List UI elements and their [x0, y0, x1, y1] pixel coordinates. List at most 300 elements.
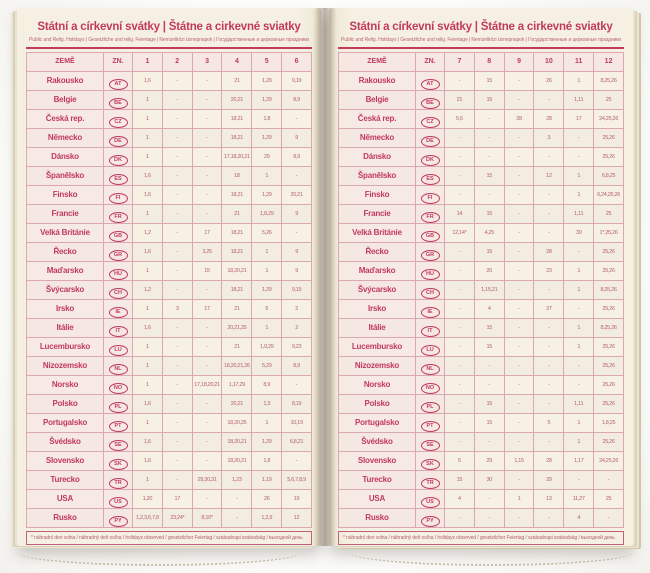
- holiday-dates-cell: 23,24*: [162, 508, 192, 527]
- holiday-dates-cell: 9: [282, 261, 312, 280]
- holiday-dates-cell: -: [564, 470, 594, 489]
- holiday-dates-cell: 1,20: [133, 489, 163, 508]
- holiday-dates-cell: 1,15: [504, 451, 534, 470]
- holiday-dates-cell: 28: [534, 242, 564, 261]
- holiday-dates-cell: 1,17: [564, 451, 594, 470]
- table-row: [339, 451, 624, 470]
- country-name: Irsko: [339, 299, 416, 318]
- table-row: [27, 356, 312, 375]
- holiday-dates-cell: 1,19: [252, 470, 282, 489]
- holiday-dates-cell: -: [162, 413, 192, 432]
- table-row: [27, 109, 312, 128]
- table-row: [27, 508, 312, 527]
- holiday-dates-cell: -: [504, 280, 534, 299]
- column-header-month-5: 5: [252, 53, 282, 72]
- holiday-dates-cell: 15: [474, 71, 504, 90]
- holiday-dates-cell: 1,6: [133, 394, 163, 413]
- holiday-dates-cell: -: [594, 470, 624, 489]
- holiday-dates-cell: 9: [282, 242, 312, 261]
- holiday-dates-cell: 1: [564, 318, 594, 337]
- holiday-dates-cell: -: [474, 356, 504, 375]
- holiday-dates-cell: 1: [564, 261, 594, 280]
- holiday-dates-cell: -: [504, 261, 534, 280]
- holiday-dates-cell: -: [192, 109, 222, 128]
- country-code-cell: [104, 185, 133, 204]
- country-code-badge: GB: [109, 231, 128, 242]
- holiday-dates-cell: 17: [564, 109, 594, 128]
- holiday-dates-cell: 1: [133, 90, 163, 109]
- holiday-dates-cell: 29: [474, 451, 504, 470]
- holiday-dates-cell: -: [504, 470, 534, 489]
- holiday-dates-cell: 20,21: [222, 90, 252, 109]
- country-name: Rakousko: [339, 71, 416, 90]
- holiday-dates-cell: 9: [282, 204, 312, 223]
- holiday-dates-cell: -: [504, 128, 534, 147]
- table-row: [339, 337, 624, 356]
- holiday-dates-cell: 18,21: [222, 185, 252, 204]
- holiday-dates-cell: 1,6: [133, 71, 163, 90]
- table-row: [27, 185, 312, 204]
- holiday-dates-cell: 5: [445, 451, 475, 470]
- country-code-badge: FI: [109, 193, 128, 204]
- holiday-dates-cell: 1,2,3,6,7,8: [133, 508, 163, 527]
- holiday-dates-cell: 18,20,21: [222, 432, 252, 451]
- holiday-dates-cell: -: [192, 432, 222, 451]
- holiday-dates-cell: 25,26: [594, 356, 624, 375]
- holiday-dates-cell: -: [504, 166, 534, 185]
- country-name: Velká Británie: [27, 223, 104, 242]
- table-row: [339, 166, 624, 185]
- holiday-dates-cell: 28: [534, 109, 564, 128]
- holiday-dates-cell: -: [504, 375, 534, 394]
- holiday-dates-cell: -: [192, 337, 222, 356]
- holiday-dates-cell: 26: [534, 71, 564, 90]
- country-name: USA: [339, 489, 416, 508]
- table-row: [27, 299, 312, 318]
- holiday-dates-cell: -: [474, 432, 504, 451]
- holiday-dates-cell: 25,26: [594, 432, 624, 451]
- holiday-dates-cell: -: [445, 299, 475, 318]
- holiday-dates-cell: -: [504, 299, 534, 318]
- holiday-dates-cell: 1,6: [133, 166, 163, 185]
- country-code-cell: [104, 375, 133, 394]
- holiday-dates-cell: 4: [474, 299, 504, 318]
- country-code-badge: DK: [109, 155, 128, 166]
- holiday-dates-cell: -: [594, 508, 624, 527]
- holiday-dates-cell: 1: [564, 166, 594, 185]
- holiday-dates-cell: 1: [252, 242, 282, 261]
- country-code-badge: AT: [109, 79, 128, 90]
- column-header-month-9: 9: [504, 53, 534, 72]
- country-code-cell: [416, 71, 445, 90]
- country-code-badge: SE: [109, 440, 128, 451]
- country-code-badge: PY: [109, 516, 128, 527]
- holiday-dates-cell: 21: [222, 337, 252, 356]
- holiday-dates-cell: 15: [474, 204, 504, 223]
- holiday-dates-cell: 3,25: [192, 242, 222, 261]
- holiday-dates-cell: -: [192, 451, 222, 470]
- table-row: [27, 470, 312, 489]
- holiday-dates-cell: -: [445, 185, 475, 204]
- holiday-dates-cell: -: [162, 109, 192, 128]
- holiday-dates-cell: 21: [222, 299, 252, 318]
- holiday-dates-cell: -: [162, 71, 192, 90]
- country-name: Turecko: [27, 470, 104, 489]
- book-spine: [313, 8, 337, 546]
- holiday-dates-cell: 1: [133, 413, 163, 432]
- table-row: [339, 413, 624, 432]
- table-row: [27, 242, 312, 261]
- country-code-cell: [416, 223, 445, 242]
- holiday-dates-cell: 1: [564, 71, 594, 90]
- country-code-badge: PL: [109, 402, 128, 413]
- holiday-dates-cell: -: [162, 261, 192, 280]
- holiday-dates-cell: 8,9: [282, 356, 312, 375]
- country-name: Španělsko: [27, 166, 104, 185]
- table-row: [27, 166, 312, 185]
- country-name: Lucembursko: [27, 337, 104, 356]
- holiday-dates-cell: -: [192, 413, 222, 432]
- holiday-dates-cell: -: [534, 204, 564, 223]
- holiday-dates-cell: 25: [594, 489, 624, 508]
- table-row: [27, 394, 312, 413]
- holiday-dates-cell: -: [282, 223, 312, 242]
- holiday-dates-cell: -: [282, 451, 312, 470]
- holiday-dates-cell: 5,26: [252, 223, 282, 242]
- holiday-dates-cell: -: [474, 375, 504, 394]
- column-header-country: ZEMĚ: [27, 53, 104, 72]
- table-row: [27, 280, 312, 299]
- country-name: Polsko: [27, 394, 104, 413]
- holiday-dates-cell: 1,29: [252, 128, 282, 147]
- country-code-cell: [416, 128, 445, 147]
- holiday-dates-cell: 19: [282, 489, 312, 508]
- country-code-cell: [104, 413, 133, 432]
- country-name: Švédsko: [339, 432, 416, 451]
- holiday-dates-cell: -: [162, 375, 192, 394]
- country-name: Slovensko: [339, 451, 416, 470]
- holiday-dates-cell: -: [162, 242, 192, 261]
- holiday-dates-cell: 1: [252, 261, 282, 280]
- country-name: Nizozemsko: [27, 356, 104, 375]
- holiday-dates-cell: -: [192, 128, 222, 147]
- holiday-dates-cell: -: [192, 90, 222, 109]
- country-code-badge: PL: [421, 402, 440, 413]
- holiday-dates-cell: 28: [504, 109, 534, 128]
- country-code-cell: [416, 185, 445, 204]
- holiday-dates-cell: -: [162, 356, 192, 375]
- holiday-dates-cell: -: [504, 71, 534, 90]
- holiday-dates-cell: 26: [252, 489, 282, 508]
- title-rule: [26, 47, 312, 49]
- holiday-dates-cell: 17: [192, 299, 222, 318]
- holiday-dates-cell: 25,26: [594, 337, 624, 356]
- holiday-dates-cell: 2: [282, 299, 312, 318]
- holiday-dates-cell: -: [534, 90, 564, 109]
- holiday-dates-cell: -: [192, 204, 222, 223]
- holiday-dates-cell: -: [162, 394, 192, 413]
- holiday-dates-cell: 28: [534, 451, 564, 470]
- country-name: Lucembursko: [339, 337, 416, 356]
- country-name: Itálie: [27, 318, 104, 337]
- column-header-country: ZEMĚ: [339, 53, 416, 72]
- holiday-dates-cell: 1,11: [564, 204, 594, 223]
- table-row: [27, 90, 312, 109]
- page-subtitle: Public and Relig. Holidays | Gesetzliche und relig. Feiertage | Nemzetközi ünnepnapok | Государственные и церковные праздники: [341, 37, 621, 43]
- column-header-code: ZN.: [104, 53, 133, 72]
- holiday-dates-cell: 10,19: [282, 413, 312, 432]
- country-name: Švýcarsko: [339, 280, 416, 299]
- holiday-dates-cell: 1,29: [252, 432, 282, 451]
- country-code-cell: [416, 90, 445, 109]
- holiday-dates-cell: -: [192, 71, 222, 90]
- holiday-dates-cell: 4,25: [474, 223, 504, 242]
- holiday-dates-cell: 18,21: [222, 109, 252, 128]
- holiday-dates-cell: 18,21: [222, 280, 252, 299]
- holiday-dates-cell: 17,18,20,21: [222, 147, 252, 166]
- right-page: [329, 8, 633, 546]
- country-name: USA: [27, 489, 104, 508]
- holiday-dates-cell: -: [564, 147, 594, 166]
- holiday-dates-cell: -: [192, 166, 222, 185]
- country-code-cell: [104, 166, 133, 185]
- holiday-dates-cell: -: [445, 242, 475, 261]
- holiday-dates-cell: 18,21: [222, 128, 252, 147]
- holiday-dates-cell: 1,17,29: [222, 375, 252, 394]
- holiday-dates-cell: -: [162, 318, 192, 337]
- holiday-dates-cell: 18,21: [222, 242, 252, 261]
- country-code-cell: [416, 470, 445, 489]
- table-row: [27, 489, 312, 508]
- table-row: [339, 470, 624, 489]
- country-code-badge: PT: [421, 421, 440, 432]
- holiday-dates-cell: 12: [534, 166, 564, 185]
- country-name: Norsko: [27, 375, 104, 394]
- country-name: Velká Británie: [339, 223, 416, 242]
- holiday-dates-cell: 1: [133, 299, 163, 318]
- holiday-dates-cell: -: [445, 413, 475, 432]
- holiday-dates-cell: 17,18,20,21: [192, 375, 222, 394]
- table-row: [339, 394, 624, 413]
- holiday-dates-cell: 15: [474, 318, 504, 337]
- holiday-dates-cell: 1,8: [252, 451, 282, 470]
- table-row: [339, 204, 624, 223]
- holiday-dates-cell: 8,19: [282, 394, 312, 413]
- country-code-badge: CH: [421, 288, 440, 299]
- holiday-dates-cell: 6,24,25,26: [594, 185, 624, 204]
- holiday-dates-cell: -: [534, 318, 564, 337]
- holiday-dates-cell: 1,6: [133, 318, 163, 337]
- holiday-dates-cell: 1,3: [252, 394, 282, 413]
- holiday-dates-cell: 15: [474, 394, 504, 413]
- holiday-dates-cell: 1: [564, 413, 594, 432]
- holiday-dates-cell: 1: [133, 356, 163, 375]
- holidays-table-months-7-12: [338, 52, 624, 528]
- holiday-dates-cell: 2: [282, 318, 312, 337]
- holiday-dates-cell: -: [474, 489, 504, 508]
- country-code-badge: PY: [421, 516, 440, 527]
- country-code-badge: DE: [109, 136, 128, 147]
- holiday-dates-cell: -: [162, 432, 192, 451]
- country-code-badge: SK: [421, 459, 440, 470]
- holiday-dates-cell: -: [474, 128, 504, 147]
- holiday-dates-cell: 13: [534, 489, 564, 508]
- holiday-dates-cell: 1,11: [564, 90, 594, 109]
- country-code-badge: NL: [421, 364, 440, 375]
- country-code-cell: [104, 318, 133, 337]
- holiday-dates-cell: 5: [252, 299, 282, 318]
- holiday-dates-cell: 1: [133, 109, 163, 128]
- title-rule: [338, 47, 624, 49]
- holiday-dates-cell: 20: [474, 261, 504, 280]
- holiday-dates-cell: 9: [282, 128, 312, 147]
- holiday-dates-cell: -: [534, 432, 564, 451]
- table-row: [27, 413, 312, 432]
- country-name: Slovensko: [27, 451, 104, 470]
- country-name: Nizozemsko: [339, 356, 416, 375]
- country-name: Francie: [339, 204, 416, 223]
- holiday-dates-cell: -: [534, 337, 564, 356]
- country-name: Francie: [27, 204, 104, 223]
- country-code-badge: PT: [109, 421, 128, 432]
- table-row: [339, 356, 624, 375]
- holiday-dates-cell: -: [504, 413, 534, 432]
- holiday-dates-cell: 21: [445, 90, 475, 109]
- holiday-dates-cell: -: [504, 223, 534, 242]
- country-code-cell: [416, 413, 445, 432]
- holiday-dates-cell: 1,6: [133, 242, 163, 261]
- holiday-dates-cell: 4: [445, 489, 475, 508]
- table-header-row: [27, 53, 312, 72]
- country-code-badge: BE: [421, 98, 440, 109]
- country-code-cell: [416, 432, 445, 451]
- holiday-dates-cell: 5,6,7,8,9: [282, 470, 312, 489]
- table-row: [339, 508, 624, 527]
- holiday-dates-cell: 30: [564, 223, 594, 242]
- country-code-badge: LU: [109, 345, 128, 356]
- country-code-cell: [416, 280, 445, 299]
- holiday-dates-cell: 1,2,9: [252, 508, 282, 527]
- holiday-dates-cell: 24,25,26: [594, 109, 624, 128]
- holiday-dates-cell: 20,21: [282, 185, 312, 204]
- holiday-dates-cell: 29: [252, 147, 282, 166]
- table-row: [339, 299, 624, 318]
- holiday-dates-cell: -: [282, 109, 312, 128]
- holiday-dates-cell: -: [504, 90, 534, 109]
- holiday-dates-cell: -: [162, 185, 192, 204]
- holiday-dates-cell: 1: [504, 489, 534, 508]
- holiday-dates-cell: -: [192, 318, 222, 337]
- holiday-dates-cell: 1: [564, 432, 594, 451]
- holiday-dates-cell: 1,15,21: [474, 280, 504, 299]
- holiday-dates-cell: -: [162, 147, 192, 166]
- holiday-dates-cell: -: [162, 223, 192, 242]
- country-code-cell: [104, 204, 133, 223]
- table-row: [339, 109, 624, 128]
- country-code-cell: [416, 318, 445, 337]
- page-subtitle: Public and Relig. Holidays | Gesetzliche und relig. Feiertage | Nemzetközi ünnepnapok | Государственные и церковные праздники: [29, 37, 309, 43]
- country-name: Řecko: [339, 242, 416, 261]
- holiday-dates-cell: 27: [534, 299, 564, 318]
- table-row: [339, 223, 624, 242]
- country-code-cell: [104, 109, 133, 128]
- country-code-badge: DE: [421, 136, 440, 147]
- table-row: [27, 451, 312, 470]
- holiday-dates-cell: 1,6: [133, 185, 163, 204]
- holiday-dates-cell: -: [282, 166, 312, 185]
- country-code-cell: [416, 337, 445, 356]
- holiday-dates-cell: 1*,25,26: [594, 223, 624, 242]
- country-name: Švédsko: [27, 432, 104, 451]
- holiday-dates-cell: 1,8,29: [252, 204, 282, 223]
- holiday-dates-cell: 3: [534, 128, 564, 147]
- country-code-cell: [416, 489, 445, 508]
- holiday-dates-cell: -: [534, 394, 564, 413]
- country-code-badge: IT: [421, 326, 440, 337]
- country-code-badge: FI: [421, 193, 440, 204]
- holiday-dates-cell: 1: [133, 204, 163, 223]
- footnote: * náhradní den volna / náhradný deň voľna / holidays observed / gesetzlicher Feiertag / szabadnapi szabadság / выходной день: [26, 531, 312, 545]
- holiday-dates-cell: -: [445, 337, 475, 356]
- holiday-dates-cell: 1: [252, 166, 282, 185]
- holiday-dates-cell: -: [534, 185, 564, 204]
- holiday-dates-cell: -: [162, 470, 192, 489]
- holiday-dates-cell: 1,29: [252, 280, 282, 299]
- country-name: Belgie: [27, 90, 104, 109]
- holiday-dates-cell: 1: [133, 261, 163, 280]
- country-code-cell: [104, 128, 133, 147]
- column-header-month-6: 6: [282, 53, 312, 72]
- country-name: Česká rep.: [27, 109, 104, 128]
- column-header-month-12: 12: [594, 53, 624, 72]
- holiday-dates-cell: -: [162, 280, 192, 299]
- country-code-cell: [104, 432, 133, 451]
- holiday-dates-cell: -: [474, 147, 504, 166]
- country-name: Rusko: [27, 508, 104, 527]
- country-code-badge: US: [421, 497, 440, 508]
- country-code-badge: LU: [421, 345, 440, 356]
- holiday-dates-cell: 23: [534, 261, 564, 280]
- holiday-dates-cell: -: [192, 394, 222, 413]
- table-row: [27, 318, 312, 337]
- country-name: Irsko: [27, 299, 104, 318]
- holiday-dates-cell: -: [445, 318, 475, 337]
- holiday-dates-cell: 17: [162, 489, 192, 508]
- holiday-dates-cell: 5,29: [252, 356, 282, 375]
- holiday-dates-cell: 1,8,25: [594, 413, 624, 432]
- table-row: [339, 147, 624, 166]
- holiday-dates-cell: -: [162, 166, 192, 185]
- holiday-dates-cell: 8,9: [252, 375, 282, 394]
- country-name: Itálie: [339, 318, 416, 337]
- country-name: Turecko: [339, 470, 416, 489]
- country-code-badge: TR: [421, 478, 440, 489]
- country-name: Španělsko: [339, 166, 416, 185]
- holiday-dates-cell: -: [504, 394, 534, 413]
- country-code-cell: [104, 90, 133, 109]
- country-name: Maďarsko: [27, 261, 104, 280]
- holiday-dates-cell: -: [504, 318, 534, 337]
- country-code-badge: CZ: [109, 117, 128, 128]
- country-code-cell: [416, 394, 445, 413]
- holiday-dates-cell: 18: [222, 166, 252, 185]
- holiday-dates-cell: -: [222, 489, 252, 508]
- table-row: [339, 128, 624, 147]
- holiday-dates-cell: 1: [252, 413, 282, 432]
- holiday-dates-cell: -: [474, 185, 504, 204]
- holiday-dates-cell: -: [162, 451, 192, 470]
- country-name: Maďarsko: [339, 261, 416, 280]
